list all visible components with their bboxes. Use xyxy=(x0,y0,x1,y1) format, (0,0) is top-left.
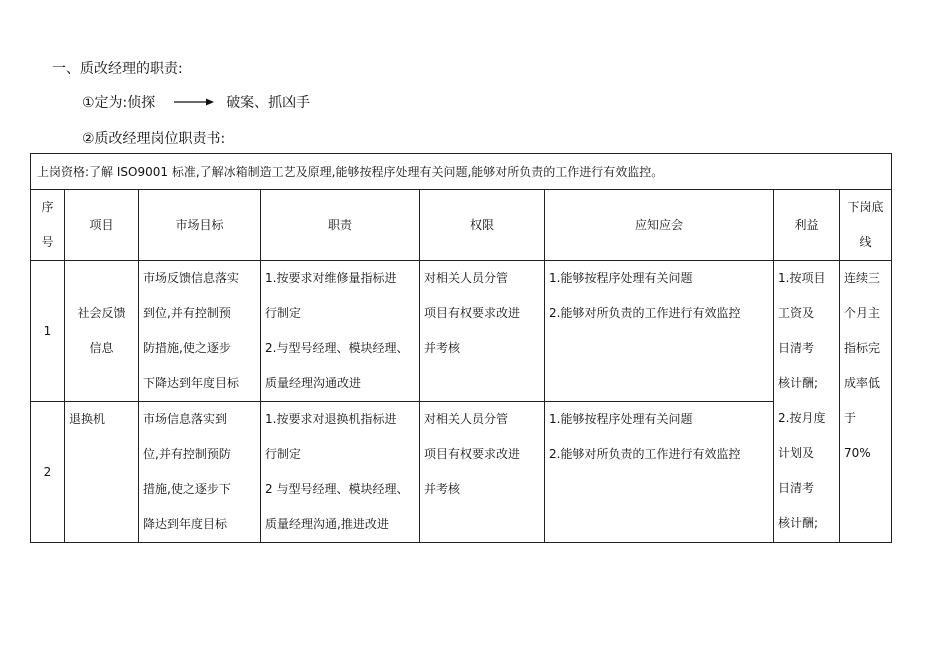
benefit-cell: 1.按项目 工资及 日清考 核计酬; 2.按月度 计划及 日清考 核计酬; xyxy=(774,261,840,543)
row-authority: 对相关人员分管 项目有权要求改进 并考核 xyxy=(420,402,545,543)
bottom-line-cell: 连续三 个月主 指标完 成率低 于 70% xyxy=(840,261,892,543)
responsibility-table xyxy=(30,153,892,543)
header-no: 序 号 xyxy=(31,190,65,261)
row-goal: 市场反馈信息落实 到位,并有控制预 防措施,使之逐步 下降达到年度目标 xyxy=(139,261,261,402)
row-duty: 1.按要求对退换机指标进 行制定 2 与型号经理、模块经理、 质量经理沟通,推进改进 xyxy=(261,402,420,543)
row-authority: 对相关人员分管 项目有权要求改进 并考核 xyxy=(420,261,545,402)
row-goal: 市场信息落实到 位,并有控制预防 措施,使之逐步下 降达到年度目标 xyxy=(139,402,261,543)
header-goal: 市场目标 xyxy=(139,190,261,261)
right-arrow-icon xyxy=(174,98,214,106)
row-item: 社会反馈 信息 xyxy=(65,261,139,402)
header-bottom-line: 下岗底 线 xyxy=(840,190,892,261)
sub-heading: ②质改经理岗位职责书: xyxy=(82,131,226,147)
table-row xyxy=(31,402,892,543)
header-duty: 职责 xyxy=(261,190,420,261)
row-number: 2 xyxy=(31,402,65,543)
row-knowledge: 1.能够按程序处理有关问题 2.能够对所负责的工作进行有效监控 xyxy=(545,402,774,543)
definition-suffix: 破案、抓凶手 xyxy=(226,95,311,111)
definition-prefix: ①定为:侦探 xyxy=(82,95,156,111)
row-duty: 1.按要求对维修量指标进 行制定 2.与型号经理、模块经理、 质量经理沟通改进 xyxy=(261,261,420,402)
row-number: 1 xyxy=(31,261,65,402)
qualification-cell: 上岗资格:了解 ISO9001 标准,了解冰箱制造工艺及原理,能够按程序处理有关问题,能够对所负责的工作进行有效监控。 xyxy=(31,154,892,190)
header-authority: 权限 xyxy=(420,190,545,261)
table-row xyxy=(31,261,892,402)
header-knowledge: 应知应会 xyxy=(545,190,774,261)
row-item: 退换机 xyxy=(65,402,139,543)
header-benefit: 利益 xyxy=(774,190,840,261)
header-item: 项目 xyxy=(65,190,139,261)
section-heading: 一、质改经理的职责: xyxy=(52,61,183,77)
definition-line xyxy=(82,92,310,112)
row-knowledge: 1.能够按程序处理有关问题 2.能够对所负责的工作进行有效监控 xyxy=(545,261,774,402)
